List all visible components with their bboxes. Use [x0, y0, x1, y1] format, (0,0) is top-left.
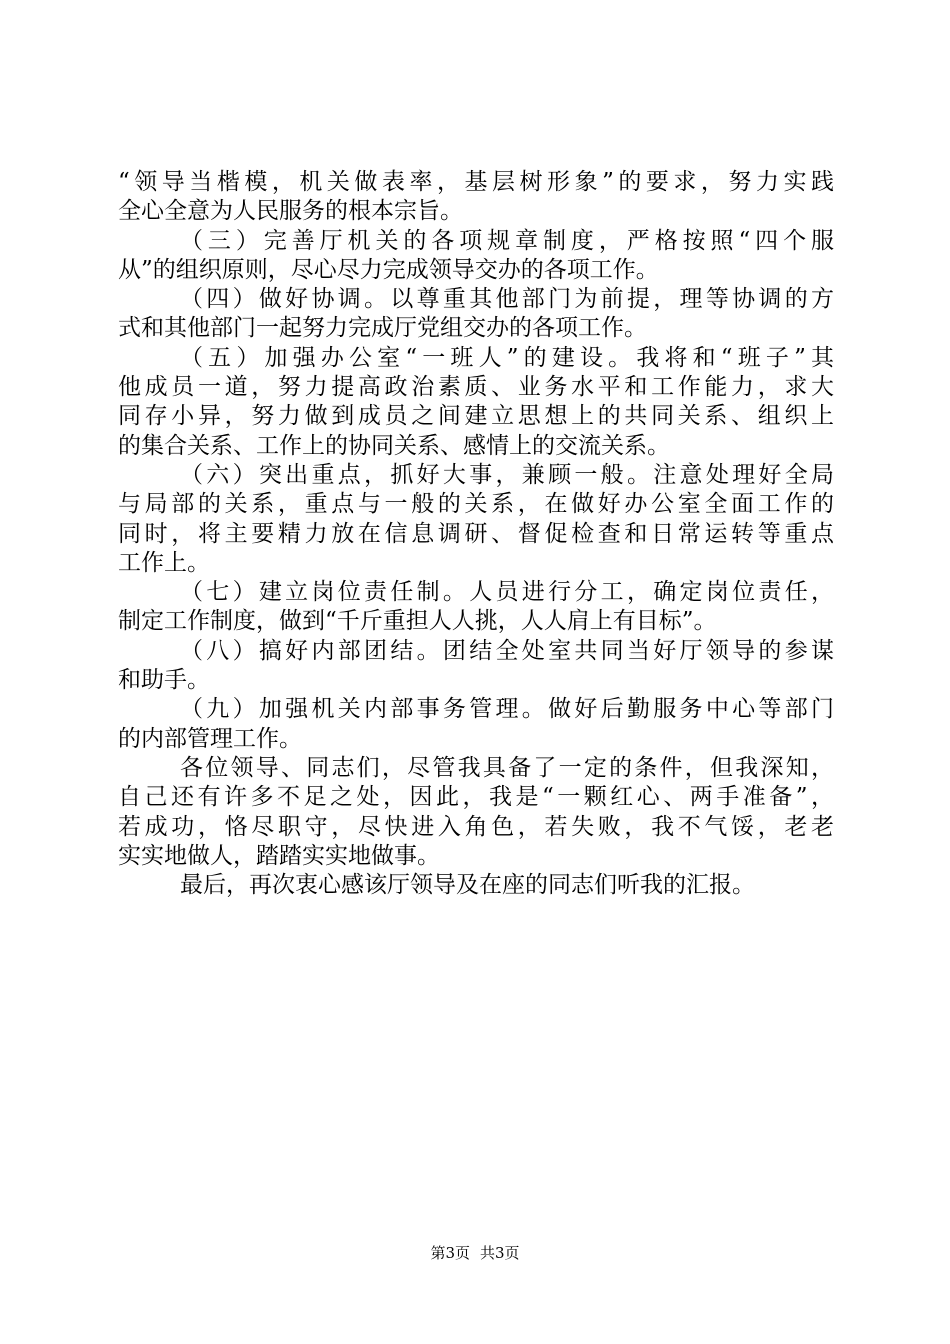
- text-line: 制定工作制度，做到“千斤重担人人挑，人人肩上有目标”。: [118, 608, 717, 635]
- text-line: （九）加强机关内部事务管理。做好后勤服务中心等部门: [180, 696, 834, 723]
- page-total: 共3页: [480, 1244, 520, 1262]
- text-line: （四）做好协调。以尊重其他部门为前提，理等协调的方: [180, 286, 834, 313]
- text-line: “领导当楷模，机关做表率，基层树形象”的要求，努力实践: [118, 169, 834, 195]
- document-body: [118, 168, 834, 900]
- text-line: 式和其他部门一起努力完成厅党组交办的各项工作。: [118, 315, 647, 342]
- text-line: 各位领导、同志们，尽管我具备了一定的条件，但我深知，: [180, 754, 834, 781]
- text-line: 的内部管理工作。: [118, 725, 302, 752]
- text-line: 同时，将主要精力放在信息调研、督促检查和日常运转等重点: [118, 520, 834, 547]
- text-line: 的集合关系、工作上的协同关系、感情上的交流关系。: [118, 432, 670, 459]
- text-line: 自己还有许多不足之处，因此，我是“一颗红心、两手准备”，: [118, 784, 834, 811]
- text-line: （六）突出重点，抓好大事，兼顾一般。注意处理好全局: [180, 461, 834, 488]
- text-line: （三）完善厅机关的各项规章制度，严格按照“四个服: [180, 227, 834, 254]
- text-line: （八）搞好内部团结。团结全处室共同当好厅领导的参谋: [180, 637, 834, 664]
- text-line: 从”的组织原则，尽心尽力完成领导交办的各项工作。: [118, 256, 659, 283]
- text-line: 实实地做人，踏踏实实地做事。: [118, 842, 440, 869]
- text-line: 和助手。: [118, 667, 210, 694]
- page-number: 第3页: [430, 1244, 470, 1262]
- text-line: 与局部的关系，重点与一般的关系，在做好办公室全面工作的: [118, 491, 834, 518]
- text-line: 工作上。: [118, 549, 210, 576]
- text-line: 他成员一道，努力提高政治素质、业务水平和工作能力，求大: [118, 374, 834, 401]
- text-line: 最后，再次衷心感该厅领导及在座的同志们听我的汇报。: [180, 872, 755, 899]
- text-line: （七）建立岗位责任制。人员进行分工，确定岗位责任，: [180, 579, 834, 606]
- text-line: （五）加强办公室“一班人”的建设。我将和“班子”其: [180, 344, 834, 371]
- text-line: 同存小异，努力做到成员之间建立思想上的共同关系、组织上: [118, 403, 834, 430]
- text-line: 若成功，恪尽职守，尽快进入角色，若失败，我不气馁，老老: [118, 813, 834, 840]
- text-line: 全心全意为人民服务的根本宗旨。: [118, 198, 463, 225]
- page-footer: [0, 1243, 950, 1263]
